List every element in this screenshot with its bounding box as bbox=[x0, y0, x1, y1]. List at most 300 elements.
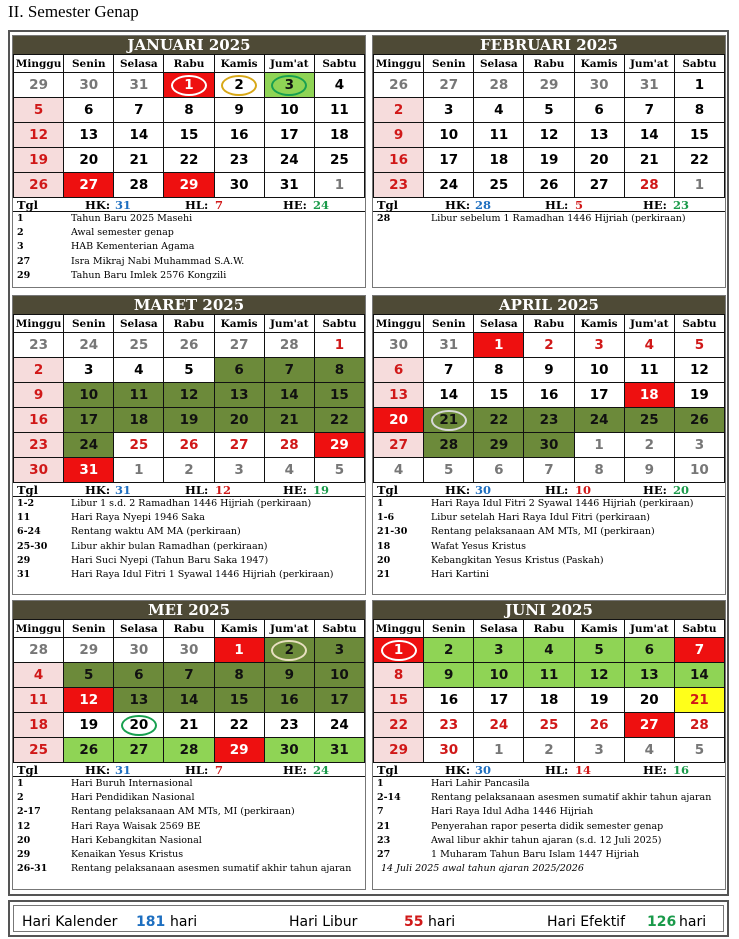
day-number: 18 bbox=[639, 387, 659, 403]
day-number: 11 bbox=[330, 102, 349, 118]
day-number: 14 bbox=[639, 127, 659, 143]
day-number: 10 bbox=[330, 667, 349, 683]
day-number: 21 bbox=[690, 692, 709, 708]
weekday-header: Sabtu bbox=[314, 620, 364, 638]
day-cell bbox=[214, 383, 264, 408]
day-number: 20 bbox=[129, 717, 149, 733]
week-row bbox=[374, 98, 725, 123]
day-cell bbox=[574, 638, 624, 663]
hl-value: 7 bbox=[215, 198, 224, 212]
day-number: 25 bbox=[639, 412, 659, 428]
weekday-header: Minggu bbox=[14, 55, 64, 73]
day-number: 30 bbox=[129, 642, 149, 658]
day-number: 25 bbox=[129, 437, 149, 453]
day-number: 2 bbox=[544, 742, 554, 758]
day-number: 8 bbox=[234, 667, 244, 683]
day-cell bbox=[424, 738, 474, 763]
note-text: Rentang waktu AM MA (perkiraan) bbox=[71, 526, 241, 538]
note-item bbox=[17, 212, 365, 226]
hk-label: HK: bbox=[445, 483, 471, 497]
day-number: 1 bbox=[494, 337, 504, 353]
week-row bbox=[14, 98, 365, 123]
day-cell bbox=[524, 383, 574, 408]
day-cell bbox=[424, 383, 474, 408]
day-cell bbox=[114, 73, 164, 98]
day-cell bbox=[14, 73, 64, 98]
day-number: 29 bbox=[179, 177, 199, 193]
day-cell bbox=[164, 663, 214, 688]
day-cell bbox=[114, 383, 164, 408]
day-number: 7 bbox=[644, 102, 654, 118]
day-number: 7 bbox=[694, 642, 705, 658]
day-number: 29 bbox=[29, 77, 48, 93]
day-number: 21 bbox=[129, 152, 149, 168]
week-row bbox=[14, 333, 365, 358]
day-number: 3 bbox=[594, 337, 604, 353]
week-row bbox=[374, 148, 725, 173]
day-cell bbox=[374, 73, 424, 98]
day-number: 15 bbox=[330, 387, 349, 403]
week-row bbox=[374, 738, 725, 763]
day-number: 12 bbox=[589, 667, 609, 683]
day-number: 6 bbox=[494, 462, 504, 478]
note-text: Kenaikan Yesus Kristus bbox=[71, 848, 184, 860]
day-cell bbox=[114, 123, 164, 148]
week-row bbox=[14, 663, 365, 688]
note-item bbox=[17, 848, 365, 862]
holiday-notes bbox=[13, 212, 365, 283]
day-number: 1 bbox=[184, 77, 194, 93]
weekday-header: Jum'at bbox=[264, 55, 314, 73]
tgl-label: Tgl bbox=[17, 198, 38, 212]
day-number: 24 bbox=[439, 177, 459, 193]
day-number: 19 bbox=[179, 412, 199, 428]
day-cell bbox=[14, 383, 64, 408]
day-cell bbox=[374, 688, 424, 713]
day-cell bbox=[674, 358, 724, 383]
day-cell bbox=[524, 458, 574, 483]
day-number: 26 bbox=[179, 437, 199, 453]
note-item bbox=[17, 834, 365, 848]
day-cell bbox=[524, 123, 574, 148]
day-cell bbox=[114, 433, 164, 458]
day-cell bbox=[524, 663, 574, 688]
note-text: Hari Raya Nyepi 1946 Saka bbox=[71, 512, 205, 524]
day-cell bbox=[524, 148, 574, 173]
note-item bbox=[17, 255, 365, 269]
day-cell bbox=[264, 638, 314, 663]
day-number: 25 bbox=[129, 337, 149, 353]
day-cell bbox=[374, 358, 424, 383]
day-number: 17 bbox=[330, 692, 349, 708]
day-cell bbox=[474, 688, 524, 713]
weekday-header: Selasa bbox=[114, 620, 164, 638]
week-row bbox=[374, 358, 725, 383]
day-number: 3 bbox=[594, 742, 604, 758]
day-cell bbox=[374, 148, 424, 173]
day-cell bbox=[474, 433, 524, 458]
day-cell bbox=[424, 73, 474, 98]
day-cell bbox=[64, 688, 114, 713]
day-number: 8 bbox=[184, 102, 194, 118]
day-cell bbox=[624, 433, 674, 458]
day-cell bbox=[64, 738, 114, 763]
day-cell bbox=[474, 148, 524, 173]
day-cell bbox=[214, 713, 264, 738]
note-date: 11 bbox=[17, 512, 31, 524]
weekday-header: Kamis bbox=[214, 315, 264, 333]
month-title: FEBRUARI 2025 bbox=[373, 36, 725, 54]
footer-efektif-value: 126 bbox=[647, 914, 677, 930]
day-cell bbox=[314, 383, 364, 408]
day-cell bbox=[474, 713, 524, 738]
day-cell bbox=[264, 663, 314, 688]
day-cell bbox=[424, 688, 474, 713]
day-cell bbox=[424, 333, 474, 358]
day-number: 5 bbox=[84, 667, 94, 683]
day-number: 5 bbox=[444, 462, 454, 478]
holiday-notes bbox=[373, 497, 725, 582]
weekday-header: Selasa bbox=[474, 55, 524, 73]
day-number: 29 bbox=[489, 437, 509, 453]
day-cell bbox=[574, 173, 624, 198]
day-number: 3 bbox=[284, 77, 294, 93]
day-cell bbox=[314, 713, 364, 738]
note-text: Rentang pelaksanaan AM MTs, MI (perkiraan) bbox=[71, 806, 295, 818]
day-cell bbox=[64, 148, 114, 173]
month-summary bbox=[373, 198, 725, 212]
day-number: 23 bbox=[539, 412, 559, 428]
weekday-header: Senin bbox=[424, 315, 474, 333]
day-number: 10 bbox=[79, 387, 99, 403]
day-number: 1 bbox=[694, 177, 705, 193]
day-number: 10 bbox=[279, 102, 299, 118]
day-number: 22 bbox=[489, 412, 509, 428]
day-number: 26 bbox=[79, 742, 99, 758]
weekday-header: Jum'at bbox=[624, 315, 674, 333]
day-cell bbox=[14, 713, 64, 738]
day-cell bbox=[114, 638, 164, 663]
week-row bbox=[374, 663, 725, 688]
day-cell bbox=[624, 638, 674, 663]
day-number: 10 bbox=[589, 362, 609, 378]
day-cell bbox=[674, 383, 724, 408]
day-cell bbox=[14, 638, 64, 663]
note-item bbox=[17, 568, 365, 582]
day-cell bbox=[164, 123, 214, 148]
note-date: 23 bbox=[377, 834, 391, 846]
hk-label: HK: bbox=[445, 763, 471, 777]
day-number: 13 bbox=[639, 667, 659, 683]
day-number: 3 bbox=[494, 642, 504, 658]
day-number: 29 bbox=[229, 742, 249, 758]
day-number: 28 bbox=[279, 337, 299, 353]
hl-label: HL: bbox=[185, 198, 209, 212]
week-row bbox=[374, 123, 725, 148]
day-cell bbox=[624, 383, 674, 408]
day-number: 2 bbox=[544, 337, 554, 353]
hk-label: HK: bbox=[85, 763, 111, 777]
tgl-label: Tgl bbox=[17, 483, 38, 497]
day-number: 19 bbox=[589, 692, 609, 708]
day-cell bbox=[314, 688, 364, 713]
holiday-notes bbox=[13, 497, 365, 582]
day-cell bbox=[64, 73, 114, 98]
day-cell bbox=[114, 333, 164, 358]
day-number: 11 bbox=[29, 692, 48, 708]
weekday-header: Sabtu bbox=[314, 55, 364, 73]
weekday-header: Rabu bbox=[524, 315, 574, 333]
note-date: 20 bbox=[17, 834, 31, 846]
day-number: 19 bbox=[690, 387, 709, 403]
month-table bbox=[13, 54, 365, 198]
day-number: 6 bbox=[84, 102, 94, 118]
note-text: Rentang pelaksanaan asesmen sumatif akhir tahun ajaran bbox=[431, 792, 712, 804]
day-number: 31 bbox=[330, 742, 349, 758]
day-cell bbox=[424, 173, 474, 198]
day-number: 23 bbox=[229, 152, 249, 168]
day-cell bbox=[574, 458, 624, 483]
weekday-header: Minggu bbox=[14, 620, 64, 638]
day-cell bbox=[474, 738, 524, 763]
he-label: HE: bbox=[643, 198, 667, 212]
day-cell bbox=[674, 688, 724, 713]
day-number: 20 bbox=[589, 152, 609, 168]
day-number: 9 bbox=[33, 387, 44, 403]
day-cell bbox=[64, 433, 114, 458]
note-text: Hari Kebangkitan Nasional bbox=[71, 834, 202, 846]
weekday-header: Minggu bbox=[14, 315, 64, 333]
note-text: Penyerahan rapor peserta didik semester genap bbox=[431, 820, 664, 832]
day-cell bbox=[314, 458, 364, 483]
day-number: 6 bbox=[594, 102, 604, 118]
day-number: 4 bbox=[334, 77, 345, 93]
note-date: 26-31 bbox=[17, 863, 48, 875]
day-number: 23 bbox=[29, 337, 48, 353]
footer-efektif-unit: hari bbox=[679, 914, 707, 930]
day-number: 27 bbox=[129, 742, 149, 758]
month-title: JUNI 2025 bbox=[373, 601, 725, 619]
note-date: 12 bbox=[17, 820, 31, 832]
day-number: 22 bbox=[179, 152, 199, 168]
day-number: 13 bbox=[129, 692, 149, 708]
day-number: 2 bbox=[184, 462, 194, 478]
note-item bbox=[17, 511, 365, 525]
note-date: 1-2 bbox=[17, 498, 35, 509]
day-cell bbox=[214, 123, 264, 148]
day-cell bbox=[424, 458, 474, 483]
day-number: 7 bbox=[444, 362, 454, 378]
day-number: 19 bbox=[79, 717, 99, 733]
day-cell bbox=[524, 173, 574, 198]
day-cell bbox=[424, 123, 474, 148]
note-item bbox=[377, 820, 725, 834]
day-cell bbox=[114, 458, 164, 483]
day-cell bbox=[574, 73, 624, 98]
day-number: 4 bbox=[494, 102, 504, 118]
day-cell bbox=[114, 738, 164, 763]
calendar-grid bbox=[8, 30, 729, 896]
day-cell bbox=[214, 688, 264, 713]
day-cell bbox=[524, 98, 574, 123]
day-number: 2 bbox=[284, 642, 294, 658]
day-cell bbox=[474, 173, 524, 198]
day-number: 17 bbox=[489, 692, 509, 708]
day-cell bbox=[474, 358, 524, 383]
month-panel bbox=[372, 295, 726, 595]
day-cell bbox=[424, 408, 474, 433]
day-cell bbox=[214, 333, 264, 358]
weekday-header: Jum'at bbox=[624, 620, 674, 638]
note-date: 1 bbox=[377, 778, 384, 789]
day-number: 24 bbox=[589, 412, 609, 428]
day-number: 29 bbox=[79, 642, 99, 658]
weekday-header: Sabtu bbox=[674, 55, 724, 73]
day-number: 4 bbox=[284, 462, 294, 478]
day-cell bbox=[474, 333, 524, 358]
day-number: 29 bbox=[330, 437, 349, 453]
weekday-header: Selasa bbox=[474, 620, 524, 638]
weekday-header: Rabu bbox=[164, 55, 214, 73]
note-date: 1-6 bbox=[377, 512, 395, 524]
day-number: 5 bbox=[544, 102, 554, 118]
day-number: 20 bbox=[79, 152, 99, 168]
month-summary bbox=[13, 198, 365, 212]
day-number: 3 bbox=[334, 642, 345, 658]
day-number: 2 bbox=[444, 642, 454, 658]
day-cell bbox=[264, 123, 314, 148]
note-date: 1 bbox=[377, 498, 384, 509]
day-number: 8 bbox=[594, 462, 604, 478]
hk-value: 28 bbox=[475, 198, 492, 212]
day-cell bbox=[314, 358, 364, 383]
day-number: 4 bbox=[544, 642, 554, 658]
weekday-header: Rabu bbox=[524, 620, 574, 638]
day-number: 4 bbox=[393, 462, 404, 478]
note-item bbox=[377, 540, 725, 554]
day-cell bbox=[164, 638, 214, 663]
day-number: 17 bbox=[589, 387, 609, 403]
day-number: 17 bbox=[279, 127, 299, 143]
day-number: 4 bbox=[33, 667, 44, 683]
day-cell bbox=[264, 433, 314, 458]
day-cell bbox=[114, 358, 164, 383]
weekday-header: Kamis bbox=[214, 55, 264, 73]
day-cell bbox=[164, 173, 214, 198]
note-text: Kebangkitan Yesus Kristus (Paskah) bbox=[431, 554, 604, 566]
note-date: 21 bbox=[377, 820, 391, 832]
day-number: 1 bbox=[393, 642, 404, 658]
day-number: 9 bbox=[444, 667, 454, 683]
day-number: 22 bbox=[690, 152, 709, 168]
note-text: Tahun Baru 2025 Masehi bbox=[71, 213, 193, 224]
day-number: 30 bbox=[179, 642, 199, 658]
day-number: 17 bbox=[79, 412, 99, 428]
day-cell bbox=[14, 98, 64, 123]
day-cell bbox=[624, 458, 674, 483]
day-cell bbox=[374, 433, 424, 458]
weekday-header: Sabtu bbox=[314, 315, 364, 333]
day-number: 30 bbox=[389, 337, 408, 353]
day-number: 24 bbox=[79, 437, 99, 453]
day-cell bbox=[674, 98, 724, 123]
day-cell bbox=[624, 148, 674, 173]
day-number: 13 bbox=[389, 387, 408, 403]
he-value: 20 bbox=[673, 483, 690, 497]
he-value: 19 bbox=[313, 483, 330, 497]
hk-label: HK: bbox=[85, 198, 111, 212]
hk-label: HK: bbox=[445, 198, 471, 212]
hk-value: 30 bbox=[475, 763, 492, 777]
note-text: Hari Lahir Pancasila bbox=[431, 778, 530, 789]
day-number: 29 bbox=[389, 742, 408, 758]
he-label: HE: bbox=[643, 763, 667, 777]
day-cell bbox=[674, 738, 724, 763]
day-cell bbox=[314, 638, 364, 663]
day-number: 12 bbox=[179, 387, 199, 403]
note-text: Libur setelah Hari Raya Idul Fitri (perkiraan) bbox=[431, 512, 651, 524]
note-date: 18 bbox=[377, 540, 391, 552]
day-number: 1 bbox=[494, 742, 504, 758]
week-row bbox=[374, 173, 725, 198]
day-cell bbox=[64, 408, 114, 433]
note-date: 2 bbox=[17, 227, 24, 239]
day-number: 16 bbox=[229, 127, 249, 143]
day-cell bbox=[674, 638, 724, 663]
day-number: 11 bbox=[539, 667, 559, 683]
day-number: 28 bbox=[279, 437, 299, 453]
day-number: 8 bbox=[334, 362, 345, 378]
day-cell bbox=[524, 408, 574, 433]
day-cell bbox=[524, 358, 574, 383]
note-date: 25-30 bbox=[17, 540, 48, 552]
weekday-header: Jum'at bbox=[264, 315, 314, 333]
day-number: 9 bbox=[644, 462, 654, 478]
day-cell bbox=[674, 173, 724, 198]
day-number: 5 bbox=[184, 362, 194, 378]
day-number: 3 bbox=[84, 362, 94, 378]
day-number: 14 bbox=[279, 387, 299, 403]
day-cell bbox=[624, 408, 674, 433]
day-number: 16 bbox=[389, 152, 408, 168]
day-cell bbox=[374, 123, 424, 148]
day-cell bbox=[114, 98, 164, 123]
month-table bbox=[373, 314, 725, 483]
hk-value: 31 bbox=[115, 198, 132, 212]
he-value: 24 bbox=[313, 198, 330, 212]
day-number: 27 bbox=[589, 177, 609, 193]
note-date: 2 bbox=[17, 792, 24, 804]
day-number: 20 bbox=[639, 692, 659, 708]
day-number: 7 bbox=[544, 462, 554, 478]
day-number: 28 bbox=[29, 642, 48, 658]
week-row bbox=[14, 713, 365, 738]
day-number: 26 bbox=[29, 177, 48, 193]
day-number: 6 bbox=[393, 362, 404, 378]
day-number: 12 bbox=[29, 127, 48, 143]
week-row bbox=[14, 433, 365, 458]
day-cell bbox=[114, 148, 164, 173]
holiday-notes bbox=[373, 777, 725, 876]
day-number: 6 bbox=[134, 667, 144, 683]
day-cell bbox=[574, 383, 624, 408]
day-number: 25 bbox=[489, 177, 509, 193]
day-cell bbox=[264, 333, 314, 358]
day-cell bbox=[164, 333, 214, 358]
day-number: 14 bbox=[129, 127, 149, 143]
day-number: 2 bbox=[393, 102, 404, 118]
note-text: Hari Kartini bbox=[431, 568, 489, 580]
